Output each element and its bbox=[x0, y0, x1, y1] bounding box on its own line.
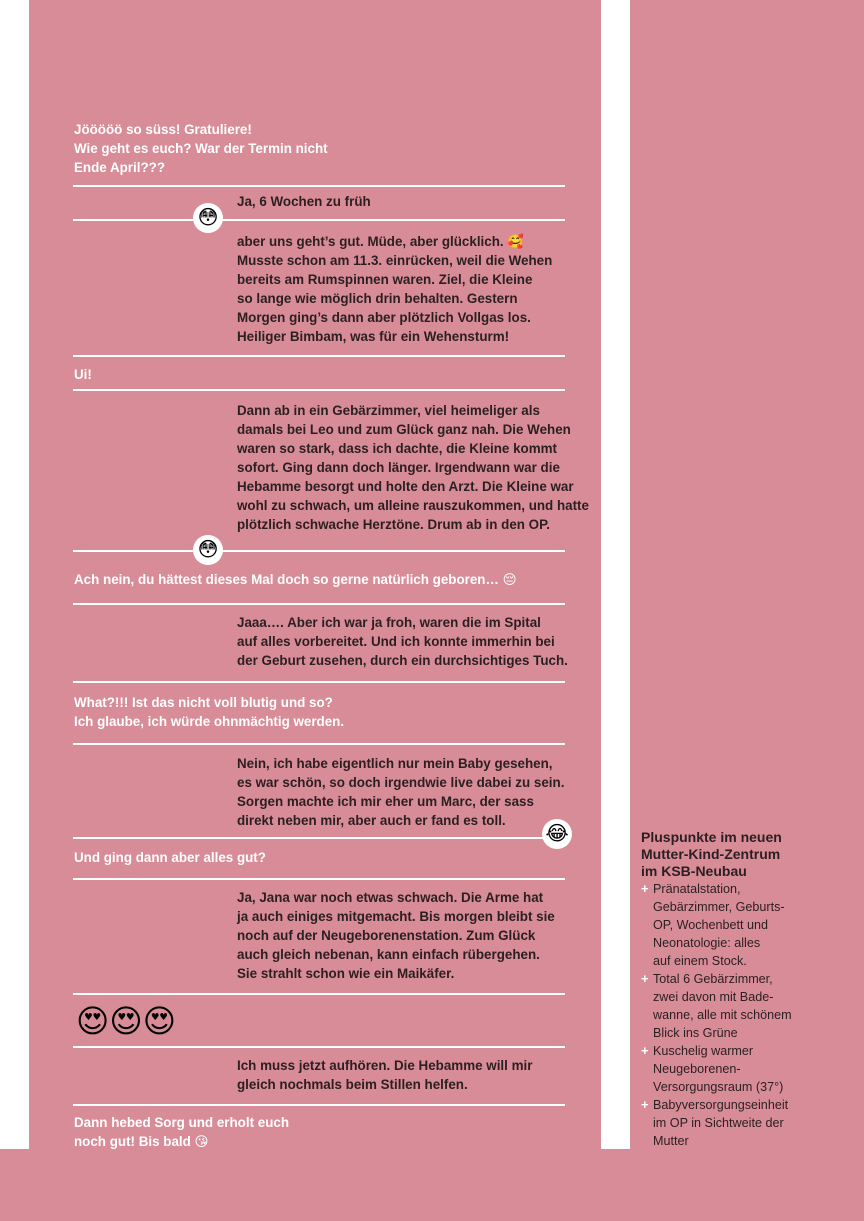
chat-message-friend bbox=[74, 570, 517, 589]
chat-message-mother bbox=[237, 232, 552, 346]
chat-message-mother bbox=[237, 888, 555, 983]
divider bbox=[73, 185, 565, 187]
message-text: Ui! bbox=[74, 367, 92, 382]
plus-icon: + bbox=[641, 1097, 649, 1112]
heart-eyes-emoji-message bbox=[76, 1000, 176, 1042]
chat-message-mother bbox=[237, 754, 564, 830]
list-item bbox=[641, 1096, 856, 1150]
list-item bbox=[641, 970, 856, 1042]
message-text: Und ging dann aber alles gut? bbox=[74, 850, 266, 865]
divider bbox=[73, 355, 565, 357]
plus-icon: + bbox=[641, 1043, 649, 1058]
divider bbox=[73, 389, 565, 391]
message-text: Dann ab in ein Gebärzimmer, viel heimeliger als damals bei Leo und zum Glück ganz nah. Die Wehen waren so stark, dass ich dachte, die Kleine kommt sofort. Ging dann doch länger. Irgendwann war die Hebamme besorgt und holte den Arzt. Die Kleine war wohl zu schwach, um alleine rauszukommen, und hatte plötzlich schwache Herztöne. Drum ab in den OP. bbox=[237, 403, 589, 532]
divider bbox=[73, 993, 565, 995]
message-text: Jaaa…. Aber ich war ja froh, waren die im Spital auf alles vorbereitet. Und ich konnte immerhin bei der Geburt zusehen, durch ein durchsichtiges Tuch. bbox=[237, 615, 568, 668]
sidebar-title: Pluspunkte im neuen Mutter-Kind-Zentrum im KSB-Neubau bbox=[641, 829, 782, 879]
divider bbox=[73, 603, 565, 605]
chat-message-friend bbox=[74, 120, 328, 177]
plus-icon: + bbox=[641, 971, 649, 986]
chat-message-friend bbox=[74, 1113, 289, 1151]
sidebar-list bbox=[641, 880, 856, 1150]
chat-message-friend bbox=[74, 848, 266, 867]
list-item bbox=[641, 880, 856, 970]
flushed-face-icon: 😳 bbox=[193, 203, 223, 233]
chat-message-friend bbox=[74, 365, 92, 384]
chat-message-mother bbox=[237, 192, 371, 211]
message-text: Ja, 6 Wochen zu früh bbox=[237, 194, 371, 209]
chat-message-mother bbox=[237, 613, 568, 670]
message-text: Ja, Jana war noch etwas schwach. Die Arme hat ja auch einiges mitgemacht. Bis morgen bleibt sie noch auf der Neugeborenenstation. Zum Glück auch gleich nebenan, kann einfach rübergehen. Sie strahlt schon wie ein Maikäfer. bbox=[237, 890, 555, 981]
chat-message-mother bbox=[237, 1056, 532, 1094]
list-item-text: Kuschelig warmer Neugeborenen- Versorgungsraum (37°) bbox=[653, 1044, 784, 1094]
message-text: aber uns geht’s gut. Müde, aber glücklich. 🥰 Musste schon am 11.3. einrücken, weil die Wehen bereits am Rumspinnen waren. Ziel, die Kleine so lange wie möglich drin behalten. Gestern Morgen ging’s dann aber plötzlich Vollgas los. Heiliger Bimbam, was für ein Wehensturm! bbox=[237, 234, 553, 344]
laughing-tears-icon: 😂 bbox=[542, 819, 572, 849]
divider bbox=[73, 837, 565, 839]
message-text: What?!!! Ist das nicht voll blutig und so? Ich glaube, ich würde ohnmächtig werden. bbox=[74, 695, 345, 729]
list-item-text: Total 6 Gebärzimmer, zwei davon mit Bade- wanne, alle mit schönem Blick ins Grüne bbox=[653, 972, 792, 1040]
divider bbox=[73, 219, 565, 221]
message-text: Ach nein, du hättest dieses Mal doch so gerne natürlich geboren… 😔 bbox=[74, 572, 517, 587]
page-bottom-band bbox=[0, 1149, 864, 1221]
message-text: Dann hebed Sorg und erholt euch noch gut! Bis bald 😘 bbox=[74, 1115, 290, 1149]
divider bbox=[73, 1104, 565, 1106]
divider bbox=[73, 878, 565, 880]
divider bbox=[73, 743, 565, 745]
plus-icon: + bbox=[641, 881, 649, 896]
list-item bbox=[641, 1042, 856, 1096]
list-item-text: Babyversorgungseinheit im OP in Sichtweite der Mutter bbox=[653, 1098, 789, 1148]
divider bbox=[73, 681, 565, 683]
divider bbox=[73, 550, 565, 552]
message-text: Nein, ich habe eigentlich nur mein Baby gesehen, es war schön, so doch irgendwie live dabei zu sein. Sorgen machte ich mir eher um Marc, der sass direkt neben mir, aber auch er fand es toll. bbox=[237, 756, 565, 828]
heart-eyes-icon: 😍😍😍 bbox=[76, 1003, 177, 1039]
message-text: Ich muss jetzt aufhören. Die Hebamme will mir gleich nochmals beim Stillen helfen. bbox=[237, 1058, 533, 1092]
chat-message-friend bbox=[74, 693, 344, 731]
flushed-face-icon: 😳 bbox=[193, 535, 223, 565]
chat-message-mother bbox=[237, 401, 589, 534]
message-text: Jööööö so süss! Gratuliere! Wie geht es euch? War der Termin nicht Ende April??? bbox=[74, 122, 328, 175]
divider bbox=[73, 1046, 565, 1048]
list-item-text: Pränatalstation, Gebärzimmer, Geburts- OP, Wochenbett und Neonatologie: alles auf einem Stock. bbox=[653, 882, 785, 968]
